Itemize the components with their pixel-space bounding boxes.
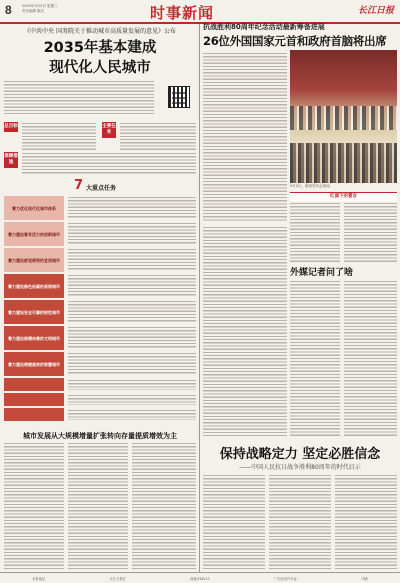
task-item: 着力优化现代化城市体系 (4, 196, 64, 220)
guarantee-text (22, 152, 196, 174)
article-body-text (132, 442, 196, 570)
task-text (68, 326, 196, 348)
article-body-text (290, 202, 340, 262)
article-body-text (4, 442, 64, 570)
commentary-headline: 保持战略定力 坚定必胜信念 (219, 447, 381, 462)
photo-caption: 9月2日，新闻发布会现场。 (290, 184, 333, 188)
measure-band (4, 408, 196, 421)
task-text (68, 196, 196, 218)
article-body-text (68, 442, 128, 570)
article-body-text (203, 52, 287, 222)
right-kicker: 抗战胜利80周年纪念活动最新筹备进展 (203, 23, 325, 31)
task-text (68, 274, 196, 296)
tag-goal: 总目标 (4, 122, 18, 132)
left-bottom-headline: 城市发展从大规模增量扩张转向存量提质增效为主 (23, 432, 177, 440)
left-kicker: 《中共中央 国务院关于推动城市高质量发展的意见》公布 (24, 28, 176, 35)
tag-main-tasks: 主要任务 (102, 122, 116, 138)
subhead: 红旗下的誓言 (290, 192, 397, 201)
seven-number: 7 (74, 178, 84, 193)
foreign-journalists-headline: 外媒记者问了啥 (290, 268, 354, 278)
task-item: 着力建设绿色低碳的美丽城市 (4, 274, 64, 298)
right-headline: 26位外国国家元首和政府首脑将出席 (203, 34, 387, 48)
masthead (0, 0, 400, 24)
left-headline-line-2: 现代化人民城市 (49, 60, 151, 76)
article-body-text (203, 474, 265, 570)
article-body-text (344, 280, 397, 436)
task-text (68, 352, 196, 374)
task-text (68, 248, 196, 270)
press-conference-photo (290, 50, 397, 183)
task-text (68, 300, 196, 322)
task-item: 着力建设舒适便利的宜居城市 (4, 248, 64, 272)
task-item: 着力建设富有活力的创新城市 (4, 222, 64, 246)
commentary-subheadline: ——中国人民抗日战争胜利80周年的时代启示 (239, 464, 361, 471)
main-tasks-text (120, 122, 196, 150)
task-text (68, 222, 196, 244)
article-body-text (344, 202, 397, 262)
task-item: 着力建设安全可靠的韧性城市 (4, 300, 64, 324)
page-footer: 本报地址 长江日报社 邮编430015 广告经营许可证 印刷 (0, 572, 400, 583)
task-item: 着力建设崇德向善的文明城市 (4, 326, 64, 350)
page-number: 8 (5, 3, 12, 17)
article-body-text (4, 80, 154, 116)
measure-band (4, 378, 196, 391)
column-divider (199, 24, 200, 572)
qr-code (168, 86, 190, 108)
article-body-text (290, 280, 340, 436)
article-body-text (203, 226, 287, 436)
seven-label: 大重点任务 (86, 185, 117, 192)
date-line: 2025年9月3日 星期三 责任编辑 版式 (22, 4, 58, 13)
task-item: 着力建设便捷高效的智慧城市 (4, 352, 64, 376)
article-body-text (269, 474, 331, 570)
measure-band (4, 393, 196, 406)
section-title: 时事新闻 (150, 4, 215, 22)
goal-text (22, 122, 96, 150)
brand-logo: 长江日报 (357, 6, 394, 16)
left-headline-line-1: 2035年基本建成 (43, 40, 157, 56)
tag-guarantee: 保障措施 (4, 152, 18, 168)
article-body-text (335, 474, 397, 570)
